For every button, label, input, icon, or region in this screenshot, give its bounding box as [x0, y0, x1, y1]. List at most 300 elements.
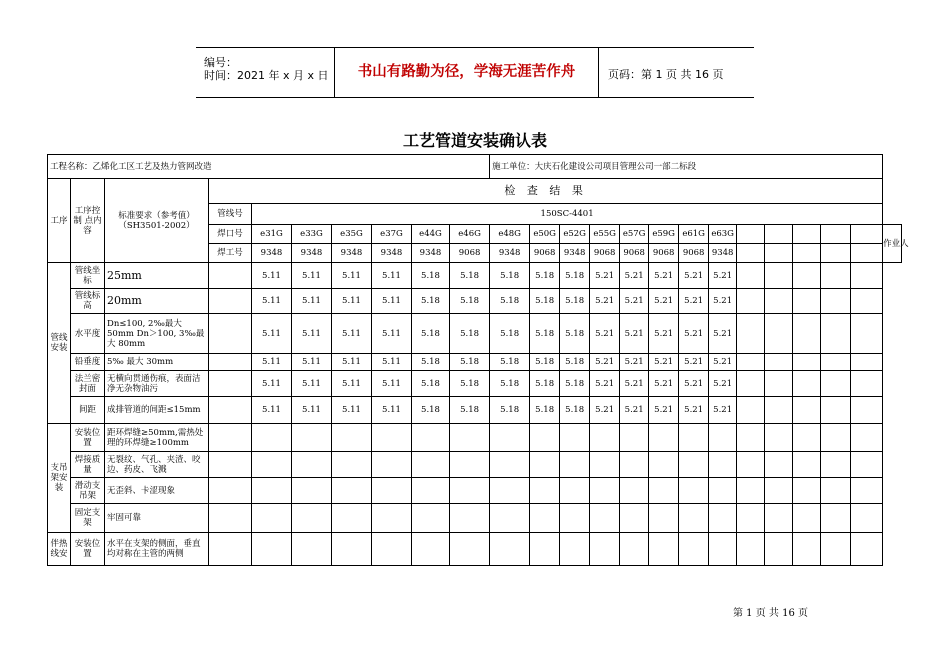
result-cell: 5.18 — [490, 397, 530, 424]
result-cell — [560, 452, 590, 478]
result-cell — [851, 263, 883, 289]
result-cell: 5.11 — [252, 397, 292, 424]
result-cell: 5.21 — [679, 314, 709, 354]
weld-no-cell: e44G — [412, 225, 450, 244]
slogan: 书山有路勤为径，学海无涯苦作舟 — [335, 48, 599, 97]
result-cell: 5.18 — [530, 354, 560, 371]
result-cell — [252, 504, 292, 533]
welder-no-cell: 9348 — [709, 244, 737, 263]
result-cell — [209, 314, 252, 354]
result-cell — [679, 452, 709, 478]
result-cell — [709, 452, 737, 478]
weld-no-cell: e37G — [372, 225, 412, 244]
standard-cell: 距环焊缝≥50mm,需热处理的环焊缝≥100mm — [105, 424, 209, 452]
result-cell — [412, 533, 450, 566]
result-cell — [851, 424, 883, 452]
result-cell — [765, 371, 793, 397]
result-cell — [372, 424, 412, 452]
standard-cell: 牢固可靠 — [105, 504, 209, 533]
result-cell: 5.21 — [620, 397, 649, 424]
result-cell: 5.18 — [412, 354, 450, 371]
result-cell: 5.18 — [560, 371, 590, 397]
result-cell — [649, 452, 679, 478]
standard-cell: Dn≤100, 2‰最大 50mm Dn＞100, 3‰最大 80mm — [105, 314, 209, 354]
standard-cell: 25mm — [105, 263, 209, 289]
group-support-install: 支吊架安装 — [48, 424, 71, 533]
result-cell — [590, 504, 620, 533]
group-pipe-install: 管线安装 — [48, 263, 71, 424]
control-point-cell: 法兰密封面 — [71, 371, 105, 397]
result-cell — [490, 478, 530, 504]
result-cell: 5.11 — [252, 371, 292, 397]
result-cell — [793, 354, 821, 371]
result-cell: 5.18 — [530, 314, 560, 354]
result-cell — [737, 533, 765, 566]
weld-no-cell: e48G — [490, 225, 530, 244]
result-cell: 5.11 — [292, 371, 332, 397]
weld-no-cell — [851, 225, 883, 244]
result-cell: 5.18 — [450, 371, 490, 397]
standard-cell: 20mm — [105, 289, 209, 314]
result-cell — [821, 533, 851, 566]
result-cell: 5.21 — [590, 371, 620, 397]
result-cell — [765, 314, 793, 354]
group-tracing-install: 伴热线安 — [48, 533, 71, 566]
result-cell — [209, 371, 252, 397]
result-cell — [851, 371, 883, 397]
result-cell — [620, 478, 649, 504]
table-row — [48, 533, 902, 566]
page-footer: 第 1 页 共 16 页 — [733, 608, 808, 619]
result-cell: 5.11 — [332, 263, 372, 289]
result-cell — [530, 504, 560, 533]
welder-no-cell — [793, 244, 821, 263]
result-cell — [209, 263, 252, 289]
control-point-cell: 间距 — [71, 397, 105, 424]
result-cell — [709, 478, 737, 504]
result-cell — [765, 289, 793, 314]
result-cell: 5.21 — [679, 354, 709, 371]
result-cell — [209, 533, 252, 566]
control-point-cell: 滑动支吊架 — [71, 478, 105, 504]
result-cell: 5.11 — [372, 263, 412, 289]
result-cell — [620, 452, 649, 478]
result-cell — [679, 533, 709, 566]
result-cell — [821, 314, 851, 354]
result-cell — [765, 354, 793, 371]
result-cell — [490, 452, 530, 478]
result-cell: 5.11 — [252, 314, 292, 354]
result-cell: 5.21 — [649, 289, 679, 314]
result-cell: 5.21 — [590, 289, 620, 314]
result-cell: 5.21 — [679, 371, 709, 397]
result-cell — [372, 478, 412, 504]
result-cell — [679, 424, 709, 452]
result-cell — [412, 424, 450, 452]
standard-cell: 5‰ 最大 30mm — [105, 354, 209, 371]
result-cell — [292, 504, 332, 533]
result-cell: 5.11 — [332, 397, 372, 424]
page-title: 工艺管道安装确认表 — [402, 131, 547, 150]
result-cell — [793, 397, 821, 424]
control-point-cell: 固定支架 — [71, 504, 105, 533]
result-cell: 5.21 — [679, 397, 709, 424]
table-row — [48, 289, 902, 314]
standard-cell: 水平在支架的侧面，垂直均对称在主管的两侧 — [105, 533, 209, 566]
result-cell — [560, 478, 590, 504]
result-cell — [737, 354, 765, 371]
result-cell: 5.21 — [679, 289, 709, 314]
result-cell: 5.18 — [412, 371, 450, 397]
result-cell: 5.11 — [292, 397, 332, 424]
welder-no-cell: 9348 — [560, 244, 590, 263]
welder-no-cell — [765, 244, 793, 263]
check-result-header: 检 查 结 果 — [209, 179, 883, 204]
doc-info-cell — [196, 48, 335, 97]
result-cell — [851, 289, 883, 314]
result-cell — [332, 478, 372, 504]
welder-no-cell: 9068 — [679, 244, 709, 263]
result-cell — [737, 452, 765, 478]
result-cell — [737, 424, 765, 452]
result-cell — [649, 424, 679, 452]
weld-no-cell: e31G — [252, 225, 292, 244]
result-cell: 5.11 — [332, 354, 372, 371]
result-cell — [252, 452, 292, 478]
result-cell — [679, 504, 709, 533]
table-row — [48, 452, 902, 478]
result-cell — [490, 504, 530, 533]
result-cell: 5.18 — [412, 289, 450, 314]
result-cell — [765, 478, 793, 504]
result-cell — [765, 397, 793, 424]
result-cell: 5.21 — [620, 289, 649, 314]
result-cell — [292, 452, 332, 478]
result-cell: 5.18 — [560, 314, 590, 354]
inspection-table — [47, 154, 909, 566]
result-cell — [530, 424, 560, 452]
result-cell — [851, 452, 883, 478]
result-cell: 5.11 — [372, 314, 412, 354]
result-cell: 5.11 — [372, 354, 412, 371]
table-row — [48, 504, 902, 533]
worker-header: 作业人 — [883, 225, 902, 263]
result-cell — [821, 504, 851, 533]
result-cell: 5.18 — [450, 354, 490, 371]
result-cell — [649, 504, 679, 533]
result-cell: 5.11 — [372, 371, 412, 397]
standard-cell: 无横向贯通伤痕，表面洁净无杂物油污 — [105, 371, 209, 397]
col-control-header: 工序控制 点内 容 — [71, 179, 105, 263]
result-cell — [793, 289, 821, 314]
weld-no-cell — [821, 225, 851, 244]
welder-no-cell: 9348 — [490, 244, 530, 263]
project-name: 工程名称：乙烯化工区工艺及热力管网改造 — [48, 155, 490, 179]
result-cell: 5.21 — [649, 263, 679, 289]
result-cell — [709, 533, 737, 566]
result-cell: 5.11 — [292, 314, 332, 354]
weld-no-cell — [765, 225, 793, 244]
result-cell — [372, 533, 412, 566]
result-cell — [209, 354, 252, 371]
result-cell — [793, 452, 821, 478]
col-process-header: 工序 — [48, 179, 71, 263]
result-cell: 5.21 — [679, 263, 709, 289]
result-cell: 5.11 — [332, 314, 372, 354]
result-cell — [450, 504, 490, 533]
welder-no-cell: 9068 — [450, 244, 490, 263]
result-cell: 5.11 — [252, 354, 292, 371]
result-cell — [821, 354, 851, 371]
result-cell — [821, 452, 851, 478]
result-cell: 5.18 — [490, 263, 530, 289]
weld-no-cell: e63G — [709, 225, 737, 244]
result-cell — [332, 533, 372, 566]
control-point-cell: 管线标高 — [71, 289, 105, 314]
result-cell — [209, 397, 252, 424]
result-cell — [620, 533, 649, 566]
result-cell: 5.21 — [620, 314, 649, 354]
result-cell — [737, 371, 765, 397]
result-cell: 5.21 — [620, 354, 649, 371]
result-cell — [793, 533, 821, 566]
result-cell: 5.18 — [412, 263, 450, 289]
table-row — [48, 371, 902, 397]
result-cell — [851, 533, 883, 566]
table-row — [48, 314, 902, 354]
result-cell — [590, 452, 620, 478]
result-cell: 5.21 — [649, 397, 679, 424]
weld-no-cell: e46G — [450, 225, 490, 244]
result-cell: 5.21 — [709, 371, 737, 397]
result-cell: 5.18 — [530, 371, 560, 397]
result-cell — [793, 263, 821, 289]
result-cell — [737, 314, 765, 354]
result-cell — [851, 504, 883, 533]
result-cell: 5.18 — [490, 289, 530, 314]
result-cell: 5.11 — [372, 397, 412, 424]
result-cell: 5.18 — [490, 371, 530, 397]
result-cell: 5.21 — [709, 354, 737, 371]
result-cell: 5.18 — [530, 289, 560, 314]
welder-no-label: 焊工号 — [209, 244, 252, 263]
result-cell — [793, 504, 821, 533]
result-cell — [851, 354, 883, 371]
page-label: 页码：第 1 页 共 16 页 — [608, 68, 724, 81]
result-cell — [590, 478, 620, 504]
welder-no-cell: 9348 — [292, 244, 332, 263]
weld-no-cell: e59G — [649, 225, 679, 244]
result-cell — [737, 289, 765, 314]
construction-unit: 施工单位：大庆石化建设公司项目管理公司一部二标段 — [490, 155, 883, 179]
result-cell: 5.18 — [560, 263, 590, 289]
result-cell: 5.21 — [649, 314, 679, 354]
document-header — [196, 47, 754, 98]
result-cell — [765, 533, 793, 566]
weld-no-label: 焊口号 — [209, 225, 252, 244]
result-cell — [292, 533, 332, 566]
result-cell — [737, 504, 765, 533]
result-cell: 5.18 — [412, 397, 450, 424]
welder-no-cell — [851, 244, 883, 263]
result-cell — [372, 452, 412, 478]
result-cell: 5.18 — [490, 354, 530, 371]
result-cell — [590, 533, 620, 566]
result-cell: 5.18 — [412, 314, 450, 354]
result-cell — [209, 452, 252, 478]
result-cell — [821, 424, 851, 452]
result-cell: 5.18 — [530, 397, 560, 424]
result-cell: 5.21 — [590, 314, 620, 354]
result-cell — [490, 424, 530, 452]
result-cell — [530, 533, 560, 566]
result-cell — [450, 424, 490, 452]
welder-no-cell: 9068 — [620, 244, 649, 263]
result-cell — [292, 478, 332, 504]
result-cell — [709, 504, 737, 533]
result-cell: 5.11 — [292, 289, 332, 314]
result-cell — [252, 478, 292, 504]
pipe-no-label: 管线号 — [209, 204, 252, 225]
result-cell: 5.21 — [709, 289, 737, 314]
result-cell: 5.11 — [372, 289, 412, 314]
result-cell — [450, 533, 490, 566]
result-cell — [560, 533, 590, 566]
welder-no-cell: 9068 — [530, 244, 560, 263]
weld-no-cell: e57G — [620, 225, 649, 244]
result-cell: 5.18 — [530, 263, 560, 289]
result-cell — [530, 478, 560, 504]
result-cell — [821, 397, 851, 424]
weld-no-cell — [793, 225, 821, 244]
result-cell — [412, 478, 450, 504]
welder-no-cell: 9348 — [252, 244, 292, 263]
weld-no-cell: e33G — [292, 225, 332, 244]
result-cell — [793, 478, 821, 504]
welder-no-cell — [821, 244, 851, 263]
result-cell: 5.21 — [590, 354, 620, 371]
result-cell — [649, 478, 679, 504]
result-cell — [209, 424, 252, 452]
result-cell — [821, 478, 851, 504]
doc-number-label: 编号： — [204, 56, 237, 69]
standard-cell: 成排管道的间距≤15mm — [105, 397, 209, 424]
result-cell — [851, 397, 883, 424]
standard-cell: 无裂纹、气孔、夹渣、咬边、药皮、飞溅 — [105, 452, 209, 478]
result-cell — [821, 371, 851, 397]
result-cell: 5.21 — [709, 314, 737, 354]
result-cell — [793, 424, 821, 452]
result-cell: 5.11 — [292, 354, 332, 371]
result-cell: 5.21 — [649, 354, 679, 371]
table-row — [48, 424, 902, 452]
result-cell — [252, 424, 292, 452]
control-point-cell: 焊接质量 — [71, 452, 105, 478]
welder-no-cell — [737, 244, 765, 263]
table-row — [48, 354, 902, 371]
result-cell — [209, 478, 252, 504]
result-cell — [679, 478, 709, 504]
result-cell — [851, 478, 883, 504]
result-cell — [530, 452, 560, 478]
result-cell — [590, 424, 620, 452]
result-cell — [793, 314, 821, 354]
result-cell: 5.18 — [450, 263, 490, 289]
result-cell: 5.18 — [450, 314, 490, 354]
result-cell — [765, 263, 793, 289]
result-cell — [332, 424, 372, 452]
result-cell — [292, 424, 332, 452]
result-cell — [252, 533, 292, 566]
welder-no-cell: 9348 — [412, 244, 450, 263]
result-cell: 5.11 — [332, 371, 372, 397]
result-cell: 5.11 — [252, 289, 292, 314]
doc-time-label: 时间：2021 年 x 月 x 日 — [204, 69, 329, 82]
result-cell: 5.18 — [450, 397, 490, 424]
welder-no-cell: 9348 — [332, 244, 372, 263]
result-cell — [412, 452, 450, 478]
result-cell — [412, 504, 450, 533]
weld-no-cell: e61G — [679, 225, 709, 244]
result-cell: 5.21 — [620, 263, 649, 289]
table-row — [48, 478, 902, 504]
table-row — [48, 263, 902, 289]
welder-no-cell: 9348 — [372, 244, 412, 263]
welder-no-cell: 9068 — [649, 244, 679, 263]
col-standard-header: 标准要求（参考值）（SH3501-2002） — [105, 179, 209, 263]
weld-no-cell: e55G — [590, 225, 620, 244]
standard-cell: 无歪斜、卡涩现象 — [105, 478, 209, 504]
welder-no-cell: 9068 — [590, 244, 620, 263]
result-cell: 5.18 — [560, 289, 590, 314]
result-cell — [450, 478, 490, 504]
result-cell — [765, 504, 793, 533]
result-cell: 5.21 — [649, 371, 679, 397]
result-cell: 5.11 — [292, 263, 332, 289]
result-cell: 5.11 — [332, 289, 372, 314]
result-cell — [793, 371, 821, 397]
result-cell — [372, 504, 412, 533]
pipe-no-value: 150SC-4401 — [252, 204, 883, 225]
result-cell — [737, 478, 765, 504]
result-cell — [851, 314, 883, 354]
result-cell: 5.18 — [560, 397, 590, 424]
result-cell — [620, 504, 649, 533]
result-cell — [332, 452, 372, 478]
result-cell: 5.18 — [560, 354, 590, 371]
result-cell — [709, 424, 737, 452]
result-cell — [765, 452, 793, 478]
result-cell: 5.11 — [252, 263, 292, 289]
result-cell — [209, 289, 252, 314]
result-cell — [765, 424, 793, 452]
result-cell — [490, 533, 530, 566]
result-cell: 5.21 — [620, 371, 649, 397]
result-cell: 5.18 — [490, 314, 530, 354]
weld-no-cell — [737, 225, 765, 244]
result-cell: 5.18 — [450, 289, 490, 314]
result-cell: 5.21 — [590, 263, 620, 289]
result-cell — [620, 424, 649, 452]
result-cell: 5.21 — [590, 397, 620, 424]
result-cell — [821, 289, 851, 314]
weld-no-cell: e35G — [332, 225, 372, 244]
result-cell — [737, 263, 765, 289]
result-cell — [560, 504, 590, 533]
result-cell: 5.21 — [709, 263, 737, 289]
control-point-cell: 管线坐标 — [71, 263, 105, 289]
control-point-cell: 水平度 — [71, 314, 105, 354]
